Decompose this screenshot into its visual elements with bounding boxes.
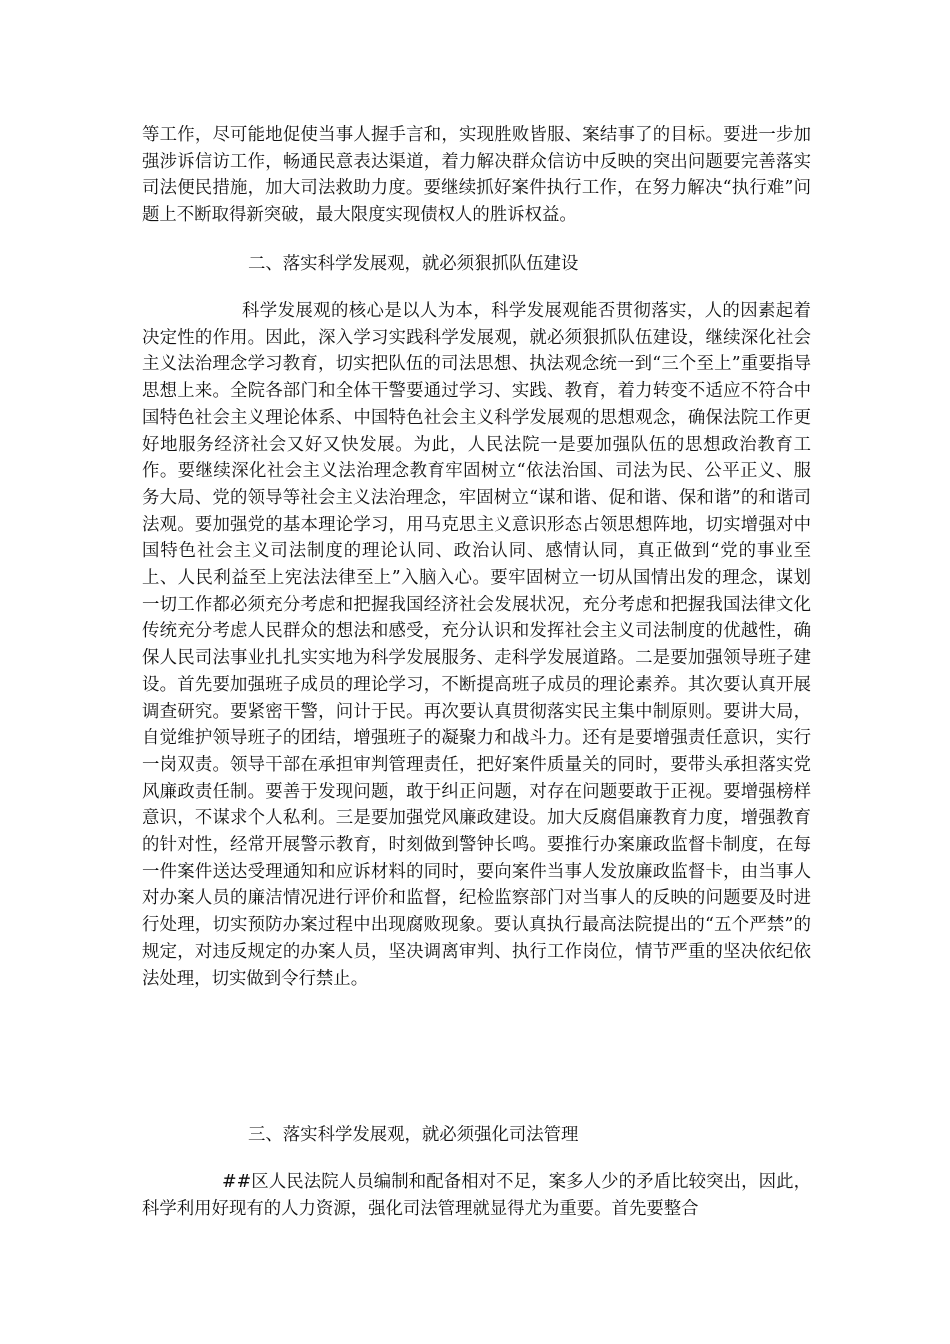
paragraph-2: 科学发展观的核心是以人为本，科学发展观能否贯彻落实，人的因素起着决定性的作用。因此，深入学习实践科学发展观，就必须狠抓队伍建设，继续深化社会主义法治理念学习教育，切实把队伍的司法思想、执法观念统一到“三个至上”重要指导思想上来。全院各部门和全体干警要通过学习、实践、教育，着力转变不适应不符合中国特色社会主义理论体系、中国特色社会主义科学发展观的思想观念，确保法院工作更好地服务经济社会又好又快发展。为此，人民法院一是要加强队伍的思想政治教育工作。要继续深化社会主义法治理念教育牢固树立“依法治国、司法为民、公平正义、服务大局、党的领导等社会主义法治理念，牢固树立“谋和谐、促和谐、保和谐”的和谐司法观。要加强党的基本理论学习，用马克思主义意识形态占领思想阵地，切实增强对中国特色社会主义司法制度的理论认同、政治认同、感情认同，真正做到“党的事业至上、人民利益至上宪法法律至上”入脑入心。要牢固树立一切从国情出发的理念，谋划一切工作都必须充分考虑和把握我国经济社会发展状况，充分考虑和把握我国法律文化传统充分考虑人民群众的想法和感受，充分认识和发挥社会主义司法制度的优越性，确保人民司法事业扎扎实实地为科学发展服务、走科学发展道路。二是要加强领导班子建设。首先要加强班子成员的理论学习，不断提高班子成员的理论素养。其次要认真开展调查研究。要紧密干警，问计于民。再次要认真贯彻落实民主集中制原则。要讲大局，自觉维护领导班子的团结，增强班子的凝聚力和战斗力。还有是要增强责任意识，实行一岗双责。领导干部在承担审判管理责任，把好案件质量关的同时，要带头承担落实党风廉政责任制。要善于发现问题，敢于纠正问题，对存在问题要敢于正视。要增强榜样意识，不谋求个人私利。三是要加强党风廉政建设。加大反腐倡廉教育力度，增强教育的针对性，经常开展警示教育，时刻做到警钟长鸣。要推行办案廉政监督卡制度，在每一件案件送达受理通知和应诉材料的同时，要向案件当事人发放廉政监督卡，由当事人对办案人员的廉洁情况进行评价和监督，纪检监察部门对当事人的反映的问题要及时进行处理，切实预防办案过程中出现腐败现象。要认真执行最高法院提出的“五个严禁”的规定，对违反规定的办案人员，坚决调离审判、执行工作岗位，情节严重的坚决依纪依法处理，切实做到令行禁止。 — [142, 301, 811, 989]
section-heading-2: 二、落实科学发展观，就必须狠抓队伍建设 — [248, 254, 579, 274]
paragraph-1: 等工作，尽可能地促使当事人握手言和，实现胜败皆服、案结事了的目标。要进一步加强涉诉信访工作，畅通民意表达渠道，着力解决群众信访中反映的突出问题要完善落实司法便民措施，加大司法救助力度。要继续抓好案件执行工作，在努力解决“执行难”问题上不断取得新突破，最大限度实现债权人的胜诉权益。 — [142, 125, 811, 226]
paragraph-3: ##区人民法院人员编制和配备相对不足，案多人少的矛盾比较突出，因此，科学利用好现有的人力资源，强化司法管理就显得尤为重要。首先要整合 — [142, 1172, 811, 1219]
section-heading-3: 三、落实科学发展观，就必须强化司法管理 — [248, 1125, 579, 1145]
